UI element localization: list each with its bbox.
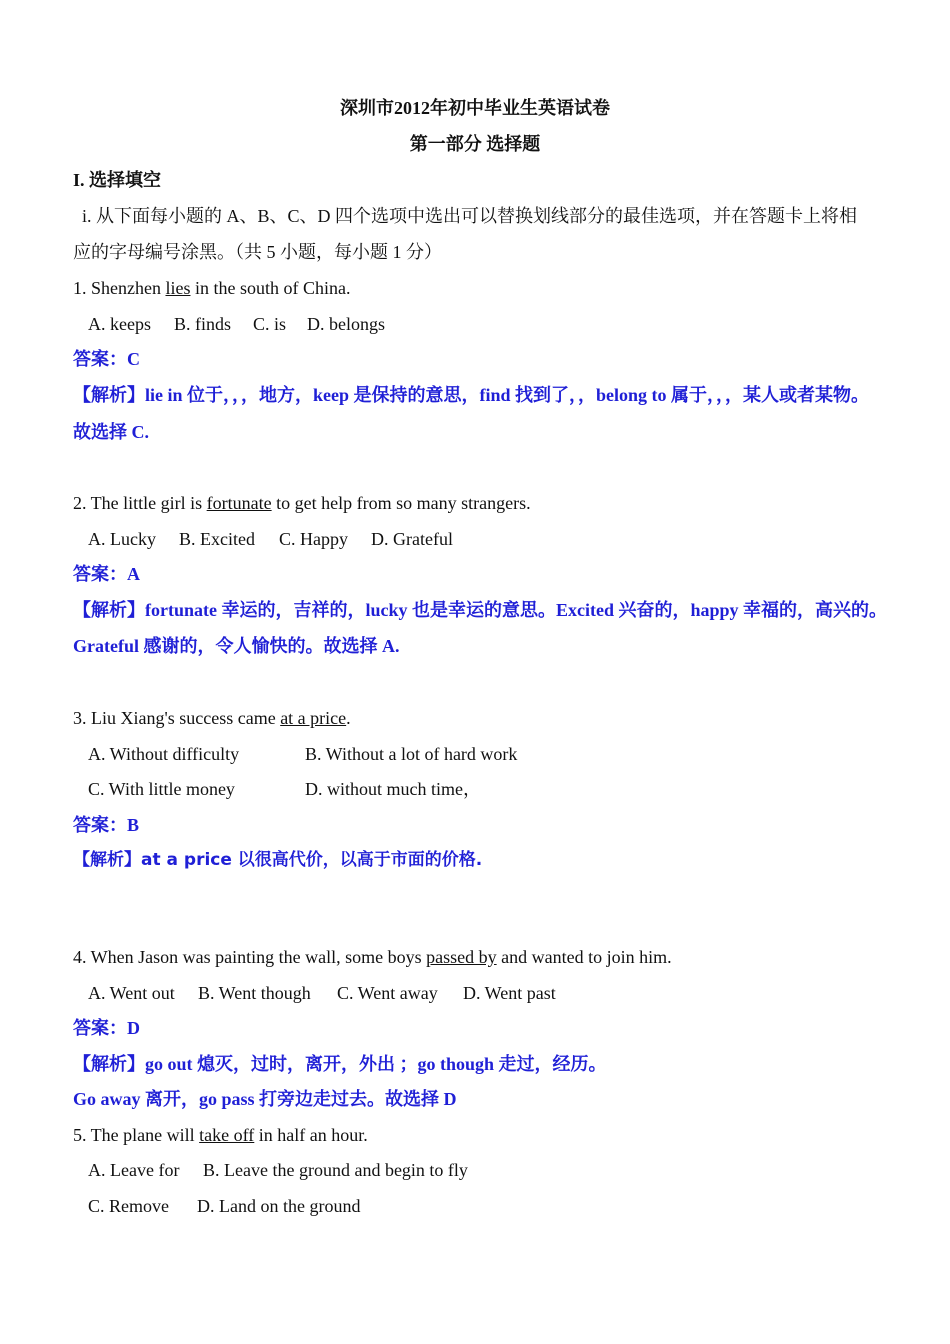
option-c: C. With little money xyxy=(88,779,235,799)
underlined-phrase: lies xyxy=(165,278,191,298)
stem-text: 5. The plane will xyxy=(73,1125,200,1145)
question-4-stem xyxy=(73,945,672,969)
question-3-answer: 答案：B xyxy=(73,815,140,835)
option-a: A. Leave for xyxy=(88,1160,180,1180)
question-2-options xyxy=(88,527,453,551)
option-a: A. Without difficulty xyxy=(88,744,240,764)
stem-text: to get help from so many strangers. xyxy=(271,493,531,513)
question-1-analysis-cont: 故选择 C. xyxy=(73,422,149,442)
question-3-analysis: 【解析】at a price 以很高代价，以高于市面的价格. xyxy=(73,850,483,870)
option-c: C. Happy xyxy=(279,529,348,549)
option-d: D. Land on the ground xyxy=(197,1196,361,1216)
option-c: C. is xyxy=(253,314,287,334)
question-1-analysis: 【解析】lie in 位于，，，地方，keep 是保持的意思，find 找到了，，belong to 属于，，，某人或者某物。 xyxy=(73,385,870,405)
stem-text: 3. Liu Xiang's success came xyxy=(73,708,281,728)
question-3-options-row-2 xyxy=(88,777,481,801)
instructions-line-1: i. 从下面每小题的 A、B、C、D 四个选项中选出可以替换划线部分的最佳选项，并在答题卡上将相 xyxy=(82,206,858,226)
underlined-phrase: take off xyxy=(199,1125,255,1145)
question-2-answer: 答案：A xyxy=(73,564,140,584)
option-b: B. Excited xyxy=(179,529,255,549)
option-c: C. Remove xyxy=(88,1196,169,1216)
option-b: B. Leave the ground and begin to fly xyxy=(203,1160,468,1180)
stem-text: 4. When Jason was painting the wall, some boys xyxy=(73,947,427,967)
question-3-options-row-1 xyxy=(88,742,517,766)
instructions-line-2: 应的字母编号涂黑。（共 5 小题，每小题 1 分） xyxy=(73,242,442,262)
option-a: A. Went out xyxy=(88,983,175,1003)
option-b: B. Without a lot of hard work xyxy=(305,744,518,764)
stem-text: 1. Shenzhen xyxy=(73,278,166,298)
part-heading: 第一部分 选择题 xyxy=(409,134,541,154)
option-b: B. Went though xyxy=(198,983,311,1003)
underlined-phrase: at a price xyxy=(280,708,347,728)
stem-text: 2. The little girl is xyxy=(73,493,207,513)
question-5-options-row-1 xyxy=(88,1158,468,1182)
underlined-phrase: fortunate xyxy=(206,493,272,513)
question-4-analysis-cont: Go away 离开，go pass 打旁边走过去。故选择 D xyxy=(73,1089,457,1109)
underlined-phrase: passed by xyxy=(426,947,497,967)
option-b: B. finds xyxy=(174,314,232,334)
option-a: A. Lucky xyxy=(88,529,156,549)
question-1-answer: 答案：C xyxy=(73,349,140,369)
stem-text: and wanted to join him. xyxy=(496,947,672,967)
question-4-options xyxy=(88,981,556,1005)
question-5-stem xyxy=(73,1123,368,1147)
question-1-stem xyxy=(73,276,350,300)
question-2-analysis: 【解析】fortunate 幸运的，吉祥的，lucky 也是幸运的意思。Excited 兴奋的，happy 幸福的，高兴的。 xyxy=(73,600,888,620)
option-d: D. without much time， xyxy=(305,779,481,799)
stem-text: in half an hour. xyxy=(254,1125,368,1145)
question-2-stem xyxy=(73,491,531,515)
stem-text: . xyxy=(346,708,351,728)
question-1-options xyxy=(88,312,385,336)
question-4-answer: 答案：D xyxy=(73,1018,140,1038)
option-c: C. Went away xyxy=(337,983,438,1003)
question-3-stem xyxy=(73,706,351,730)
section-heading: I. 选择填空 xyxy=(73,170,162,190)
option-d: D. Went past xyxy=(463,983,556,1003)
option-d: D. Grateful xyxy=(371,529,453,549)
question-5-options-row-2 xyxy=(88,1194,360,1218)
question-2-analysis-cont: Grateful 感谢的，令人愉快的。故选择 A. xyxy=(73,636,400,656)
question-4-analysis: 【解析】go out 熄灭，过时，离开，外出 ；go though 走过，经历。 xyxy=(73,1054,607,1074)
stem-text: in the south of China. xyxy=(190,278,351,298)
page-title: 深圳市2012年初中毕业生英语试卷 xyxy=(340,98,610,118)
option-a: A. keeps xyxy=(88,314,151,334)
option-d: D. belongs xyxy=(307,314,385,334)
